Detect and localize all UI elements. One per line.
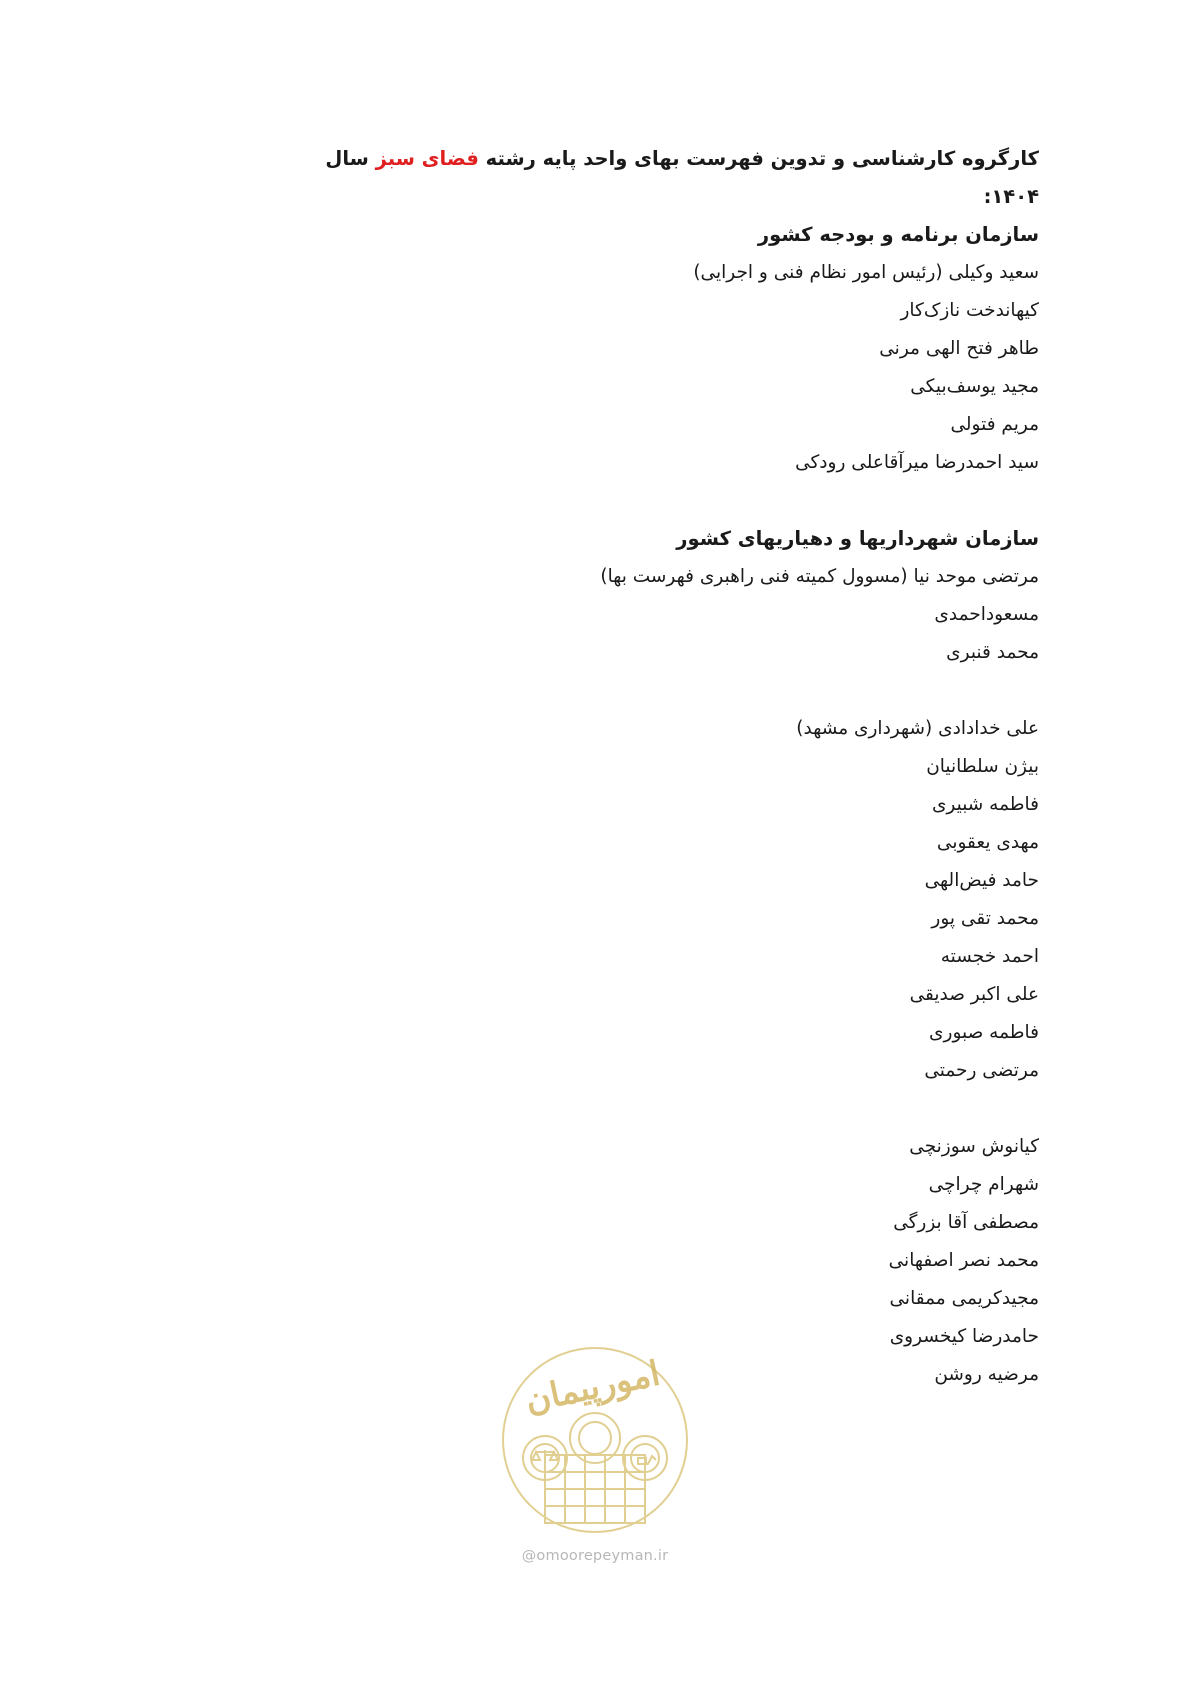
spacer bbox=[279, 482, 1039, 520]
watermark bbox=[490, 1340, 700, 1575]
member-name: فاطمه صبوری bbox=[929, 1022, 1039, 1043]
heading-suffix: سال ۱۴۰۴: bbox=[325, 147, 1039, 208]
section-title-municipalities: سازمان شهرداریها و دهیاریهای کشور bbox=[676, 527, 1039, 550]
member-name: سعید وکیلی (رئیس امور نظام فنی و اجرایی) bbox=[693, 262, 1039, 283]
member-name: احمد خجسته bbox=[940, 946, 1039, 967]
spacer bbox=[279, 672, 1039, 710]
member-name: سید احمدرضا میرآقاعلی رودکی bbox=[795, 452, 1039, 473]
member-name: بیژن سلطانیان bbox=[926, 756, 1039, 777]
heading-accent: فضای سبز bbox=[375, 147, 479, 170]
section-title-budget: سازمان برنامه و بودجه کشور bbox=[757, 223, 1039, 246]
member-name: حامدرضا کیخسروی bbox=[889, 1326, 1039, 1347]
member-name: مرضیه روشن bbox=[934, 1364, 1039, 1385]
member-name: محمد تقی پور bbox=[931, 908, 1039, 929]
member-name: شهرام چراچی bbox=[928, 1174, 1039, 1195]
spacer bbox=[279, 1090, 1039, 1128]
watermark-logo-icon bbox=[490, 1340, 700, 1545]
member-name: مرتضی رحمتی bbox=[924, 1060, 1039, 1081]
member-name: محمد قنبری bbox=[946, 642, 1039, 663]
member-name: فاطمه شبیری bbox=[931, 794, 1039, 815]
member-name: کیهاندخت نازک‌کار bbox=[900, 300, 1039, 321]
member-name: مریم فتولی bbox=[950, 414, 1039, 435]
member-name: مهدی یعقوبی bbox=[936, 832, 1039, 853]
document-body bbox=[279, 140, 1039, 1394]
member-name: طاهر فتح الهی مرنی bbox=[879, 338, 1039, 359]
document-heading bbox=[279, 140, 1039, 216]
member-name: علی اکبر صدیقی bbox=[909, 984, 1039, 1005]
member-name: مسعوداحمدی bbox=[934, 604, 1039, 625]
member-name: محمد نصر اصفهانی bbox=[888, 1250, 1039, 1271]
member-name: مرتضی موحد نیا (مسوول کمیته فنی راهبری فهرست بها) bbox=[600, 566, 1039, 587]
watermark-logo-text: امورپیمان bbox=[521, 1353, 664, 1421]
member-name: کیانوش سوزنچی bbox=[909, 1136, 1039, 1157]
heading-prefix: کارگروه کارشناسی و تدوین فهرست بهای واحد پایه رشته bbox=[485, 147, 1039, 170]
member-name: مجیدکریمی ممقانی bbox=[889, 1288, 1039, 1309]
member-name: حامد فیض‌الهی bbox=[924, 870, 1039, 891]
member-name: علی خدادادی (شهرداری مشهد) bbox=[796, 718, 1039, 739]
watermark-caption: @omoorepeyman.ir bbox=[521, 1548, 669, 1564]
member-name: مصطفی آقا بزرگی bbox=[893, 1212, 1039, 1233]
member-name: مجید یوسف‌بیکی bbox=[910, 376, 1039, 397]
